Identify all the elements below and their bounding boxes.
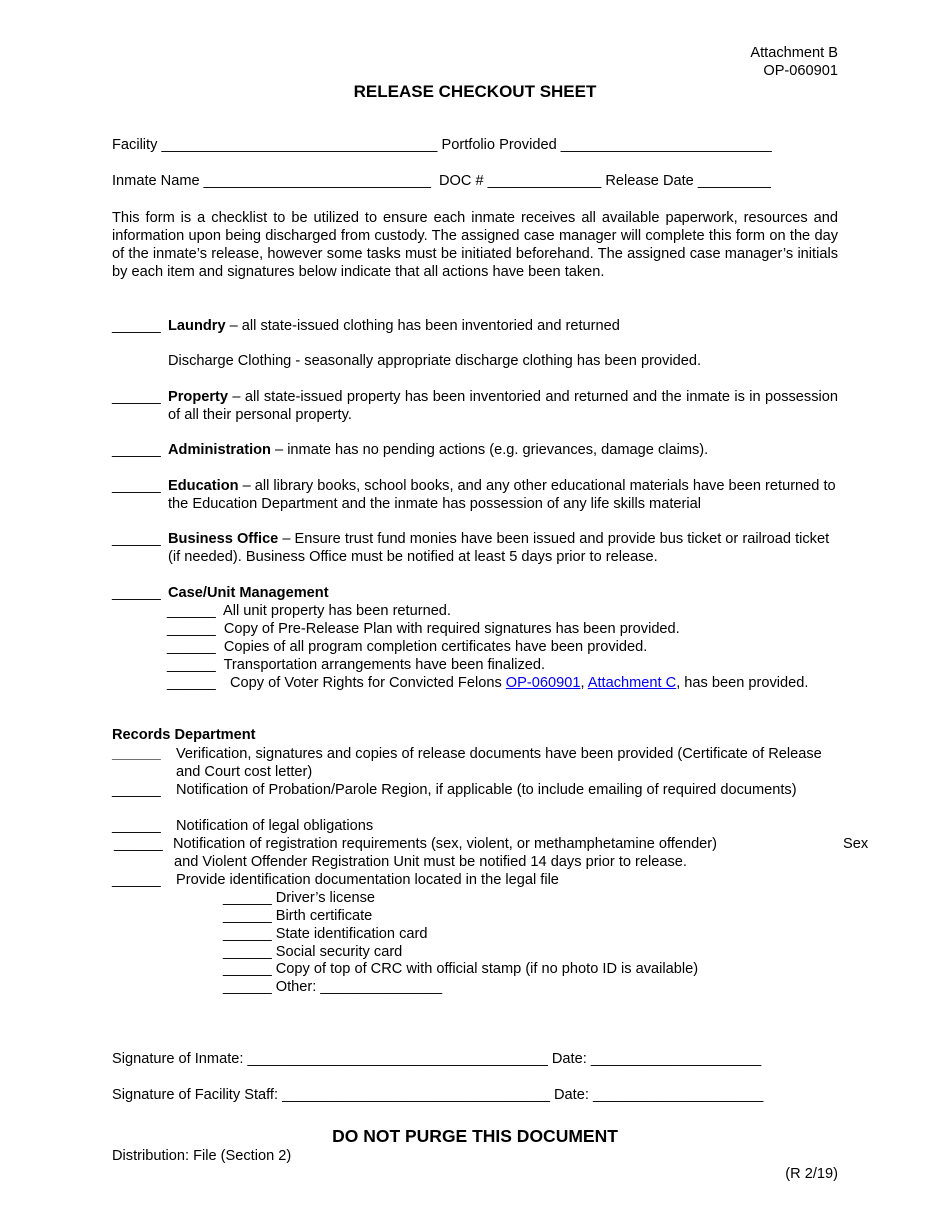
initials-field[interactable]: ______ [112,818,161,834]
inmate-name-label: Inmate Name [112,173,200,189]
records-item [112,781,838,799]
document-code: OP-060901 [763,63,838,79]
inmate-name-field[interactable]: ____________________________ [203,173,431,189]
initials-field[interactable]: ______ [112,318,161,334]
business-office-item [112,530,838,566]
initials-field[interactable]: ______ [112,585,161,601]
property-text: – all state-issued property has been inventoried and returned and the inmate is in possession of all their personal property. [168,389,838,423]
initials-field[interactable]: ______ [223,961,272,977]
initials-field[interactable]: ______ [112,746,161,762]
initials-field[interactable]: ______ [112,782,161,798]
initials-field[interactable]: ______ [167,603,216,619]
op-060901-link[interactable]: OP-060901 [505,675,581,691]
id-subitem-text: Copy of top of CRC with official stamp (if no photo ID is available) [275,961,699,977]
initials-field[interactable]: ______ [112,531,161,547]
initials-field[interactable]: ______ [223,926,272,942]
id-subitem [223,943,402,961]
education-text: – all library books, school books, and any other educational materials have been returned to the Education Department and the inmate has possession of any life skills material [168,478,836,512]
initials-field[interactable]: ______ [112,872,161,888]
property-item [112,388,838,424]
id-subitem-text[interactable]: Other: _______________ [275,979,443,995]
case-subitem-text: Copy of Pre-Release Plan with required signatures has been provided. [223,621,680,637]
initials-field[interactable]: ______ [223,944,272,960]
records-item-text: Provide identification documentation located in the legal file [176,872,559,888]
initials-field[interactable]: ______ [223,890,272,906]
records-item-registration [112,835,869,871]
attachment-c-link[interactable]: Attachment C [587,675,677,691]
property-title: Property [168,389,229,405]
initials-field[interactable]: ______ [114,836,163,852]
records-item [112,817,838,835]
id-subitem-text: State identification card [275,926,428,942]
case-subitem [167,638,647,656]
facility-field[interactable]: __________________________________ [161,137,438,153]
records-item-text: Notification of legal obligations [176,818,374,834]
do-not-purge-notice: DO NOT PURGE THIS DOCUMENT [332,1126,618,1146]
release-date-field[interactable]: _________ [697,173,771,189]
staff-signature-field[interactable]: _________________________________ [282,1087,550,1103]
discharge-text: Discharge Clothing - seasonally appropriate discharge clothing has been provided. [168,353,701,369]
inmate-signature-row [112,1051,761,1067]
staff-signature-label: Signature of Facility Staff: [112,1087,279,1103]
records-item [112,745,838,781]
date-label: Date: [554,1087,589,1103]
records-item-text: Notification of registration requirements (sex, violent, or methamphetamine offender) [173,836,718,852]
case-management-item [112,584,838,602]
administration-item [112,441,838,459]
case-subitem-text: , has been provided. [676,675,809,691]
records-department-title: Records Department [112,727,256,743]
id-subitem [223,978,442,996]
discharge-clothing-item [112,352,838,370]
case-subitem-text: All unit property has been returned. [223,603,451,619]
initials-field[interactable]: ______ [112,389,161,405]
portfolio-field[interactable]: __________________________ [560,137,772,153]
records-item [112,871,838,889]
doc-field[interactable]: ______________ [487,173,602,189]
case-subitem-text: Copy of Voter Rights for Convicted Felons [230,675,506,691]
initials-field[interactable]: ______ [112,478,161,494]
id-subitem [223,889,375,907]
id-subitem-text: Birth certificate [275,908,373,924]
case-subitem-text: Transportation arrangements have been finalized. [223,657,546,673]
business-office-title: Business Office [168,531,279,547]
release-date-label: Release Date [605,173,694,189]
id-subitem-text: Driver’s license [275,890,375,906]
records-item-text: Verification, signatures and copies of release documents have been provided (Certificate of Release and Court cost letter) [176,746,822,780]
case-subitem [167,656,545,674]
administration-title: Administration [168,442,271,458]
inmate-signature-field[interactable]: _____________________________________ [247,1051,548,1067]
facility-row [112,137,772,153]
records-item-text: Notification of Probation/Parole Region, if applicable (to include emailing of required documents) [176,782,797,798]
initials-field[interactable]: ______ [167,621,216,637]
laundry-text: – all state-issued clothing has been inventoried and returned [225,318,620,334]
laundry-item [112,317,838,335]
education-item [112,477,838,513]
initials-field[interactable]: ______ [167,657,216,673]
inmate-row [112,173,771,189]
initials-field[interactable]: ______ [167,639,216,655]
id-subitem [223,925,427,943]
records-item-text: and Violent Offender Registration Unit must be notified 14 days prior to release. [174,854,687,870]
initials-field[interactable]: ______ [167,675,216,691]
records-item-text: Sex [843,836,869,852]
initials-field[interactable]: ______ [223,908,272,924]
id-subitem [223,960,698,978]
distribution-text: Distribution: File (Section 2) [112,1148,292,1164]
inmate-date-field[interactable]: _____________________ [590,1051,762,1067]
administration-text: – inmate has no pending actions (e.g. grievances, damage claims). [270,442,709,458]
initials-field[interactable]: ______ [112,442,161,458]
separator-text: , [580,675,588,691]
intro-paragraph: This form is a checklist to be utilized to ensure each inmate receives all available paperwork, resources and information upon being discharged from custody. The assigned case manager will complete this form on the day of the inmate’s release, however some tasks must be initiated beforehand. The assigned case manager’s initials by each item and signatures below indicate that all actions have been taken. [112,210,838,280]
page-title: RELEASE CHECKOUT SHEET [353,82,597,101]
business-office-text: – Ensure trust fund monies have been issued and provide bus ticket or railroad ticket (if needed). Business Office must be notified at least 5 days prior to release. [168,531,830,565]
case-subitem-text: Copies of all program completion certificates have been provided. [223,639,648,655]
doc-label: DOC # [439,173,484,189]
facility-label: Facility [112,137,158,153]
id-subitem [223,907,372,925]
laundry-title: Laundry [168,318,226,334]
date-label: Date: [551,1051,587,1067]
initials-field[interactable]: ______ [223,979,272,995]
staff-signature-row [112,1087,763,1103]
id-subitem-text: Social security card [275,944,403,960]
staff-date-field[interactable]: _____________________ [592,1087,764,1103]
education-title: Education [168,478,239,494]
case-subitem [167,620,680,638]
portfolio-label: Portfolio Provided [441,137,557,153]
attachment-label: Attachment B [750,45,838,61]
revision-code: (R 2/19) [785,1166,838,1182]
case-management-title: Case/Unit Management [168,585,329,601]
case-subitem [167,602,451,620]
case-subitem-voter-rights [167,674,838,692]
inmate-signature-label: Signature of Inmate: [112,1051,244,1067]
